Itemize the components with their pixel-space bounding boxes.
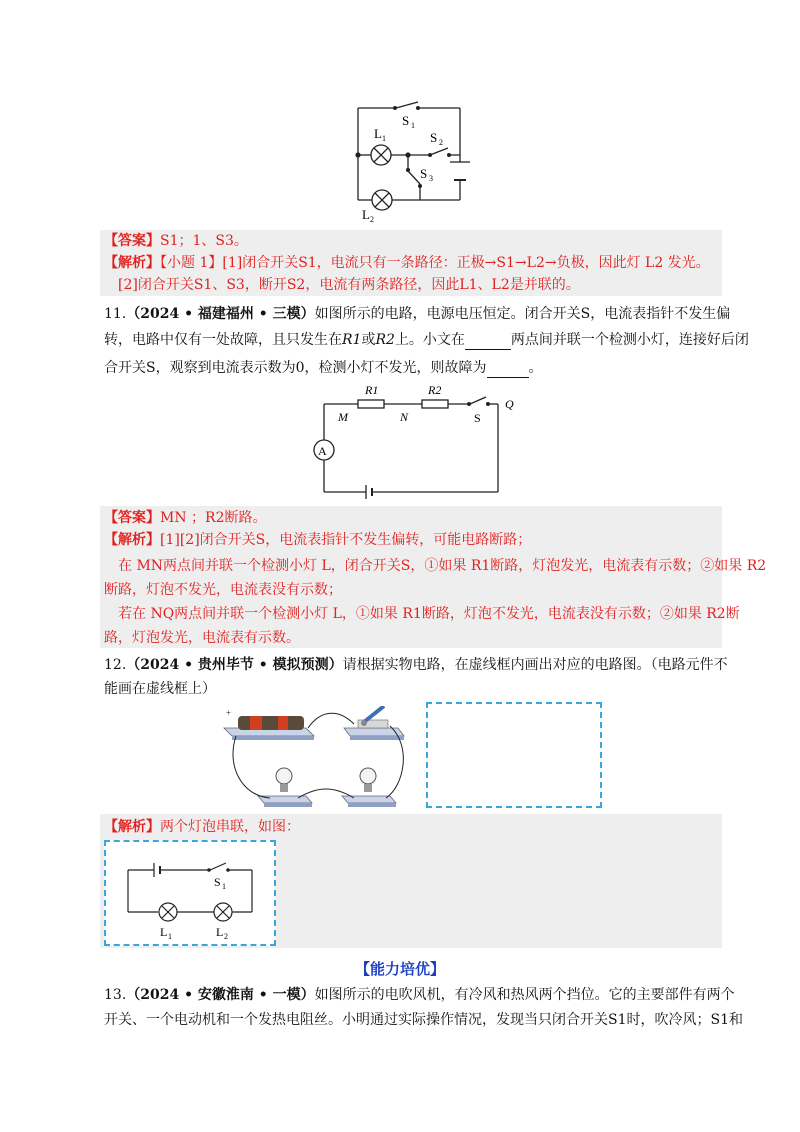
question-11-line2: 转，电路中仅有一处故障，且只发生在R1或R2上。小文在 两点间并联一个检测小灯，连接好后闭 (104, 332, 749, 348)
answer-blank[interactable] (487, 363, 529, 378)
label-l2: L (362, 207, 370, 222)
label-r2: R2 (428, 383, 442, 397)
analysis-line-11-4: 若在 NQ两点间并联一个检测小灯 L，①如果 R1断路，灯泡不发光，电流表没有示数；②如果 R2断 (118, 606, 740, 622)
svg-text:1: 1 (222, 882, 226, 891)
question-11-line1: 11.（2024 • 福建福州 • 三模）如图所示的电路，电源电压恒定。闭合开关S，电流表指针不发生偏 (104, 306, 731, 322)
question-12-line1: 12.（2024 • 贵州毕节 • 模拟预测）请根据实物电路，在虚线框内画出对应的电路图。（电路元件不 (104, 657, 728, 673)
analysis-line-10-1: 【解析】【小题 1】[1]闭合开关S1，电流只有一条路径：正极→S1→L2→负极，因此灯 L2 发光。 (104, 255, 710, 271)
label-r1: R1 (365, 383, 379, 397)
label-s: S (474, 411, 481, 425)
svg-text:+: + (226, 708, 232, 718)
label-s1: S (402, 113, 410, 128)
section-title: 【能力培优】 (354, 960, 445, 978)
label-s1: S (214, 875, 221, 889)
svg-text:1: 1 (382, 134, 386, 143)
label-l1: L (160, 925, 168, 939)
drawing-answer-box[interactable] (426, 702, 602, 808)
analysis-line-10-2: [2]闭合开关S1、S3，断开S2，电流有两条路径，因此L1、L2是并联的。 (118, 277, 580, 293)
circuit-figure-1 (340, 92, 490, 227)
answer-blank[interactable] (465, 335, 511, 350)
question-11-line3: 合开关S，观察到电流表示数为0，检测小灯不发光，则故障为 。 (104, 360, 543, 376)
svg-text:2: 2 (224, 932, 228, 941)
analysis-line-11-1: 【解析】[1][2]闭合开关S，电流表指针不发生偏转，可能电路断路； (104, 532, 532, 548)
label-s2: S (430, 130, 438, 145)
analysis-line-11-5: 路，灯泡发光，电流表有示数。 (104, 630, 300, 646)
svg-text:1: 1 (168, 932, 172, 941)
question-13-line1: 13.（2024 • 安徽淮南 • 一模）如图所示的电吹风机，有冷风和热风两个挡位。它的主要部件有两个 (104, 987, 735, 1003)
label-n: N (400, 410, 409, 424)
answer-line-11: 【答案】MN ；R2断路。 (104, 510, 267, 526)
circuit-figure-2 (310, 378, 520, 500)
label-s3: S (420, 166, 428, 181)
question-13-line2: 开关、一个电动机和一个发热电阻丝。小明通过实际操作情况，发现当只闭合开关S1时，吹冷风；S1和 (104, 1012, 743, 1028)
label-l1: L (374, 126, 382, 141)
label-m: M (338, 410, 348, 424)
analysis-line-12: 【解析】两个灯泡串联，如图： (104, 819, 300, 835)
ammeter-label: A (318, 444, 327, 458)
svg-text:3: 3 (429, 174, 433, 183)
answer-line-10: 【答案】S1；1、S3。 (104, 233, 248, 249)
svg-text:1: 1 (411, 121, 415, 130)
svg-text:2: 2 (439, 138, 443, 147)
question-12-line2: 能画在虚线框上） (104, 681, 216, 697)
label-l2: L (216, 925, 224, 939)
label-q: Q (505, 397, 514, 411)
analysis-line-11-2: 在 MN两点间并联一个检测小灯 L，闭合开关S，①如果 R1断路，灯泡发光，电流表有示数；②如果 R2 (118, 558, 767, 574)
svg-text:2: 2 (370, 215, 374, 224)
analysis-line-11-3: 断路，灯泡不发光，电流表没有示数； (104, 582, 342, 598)
solution-circuit-diagram (112, 848, 272, 942)
physical-circuit-illustration (222, 706, 412, 812)
